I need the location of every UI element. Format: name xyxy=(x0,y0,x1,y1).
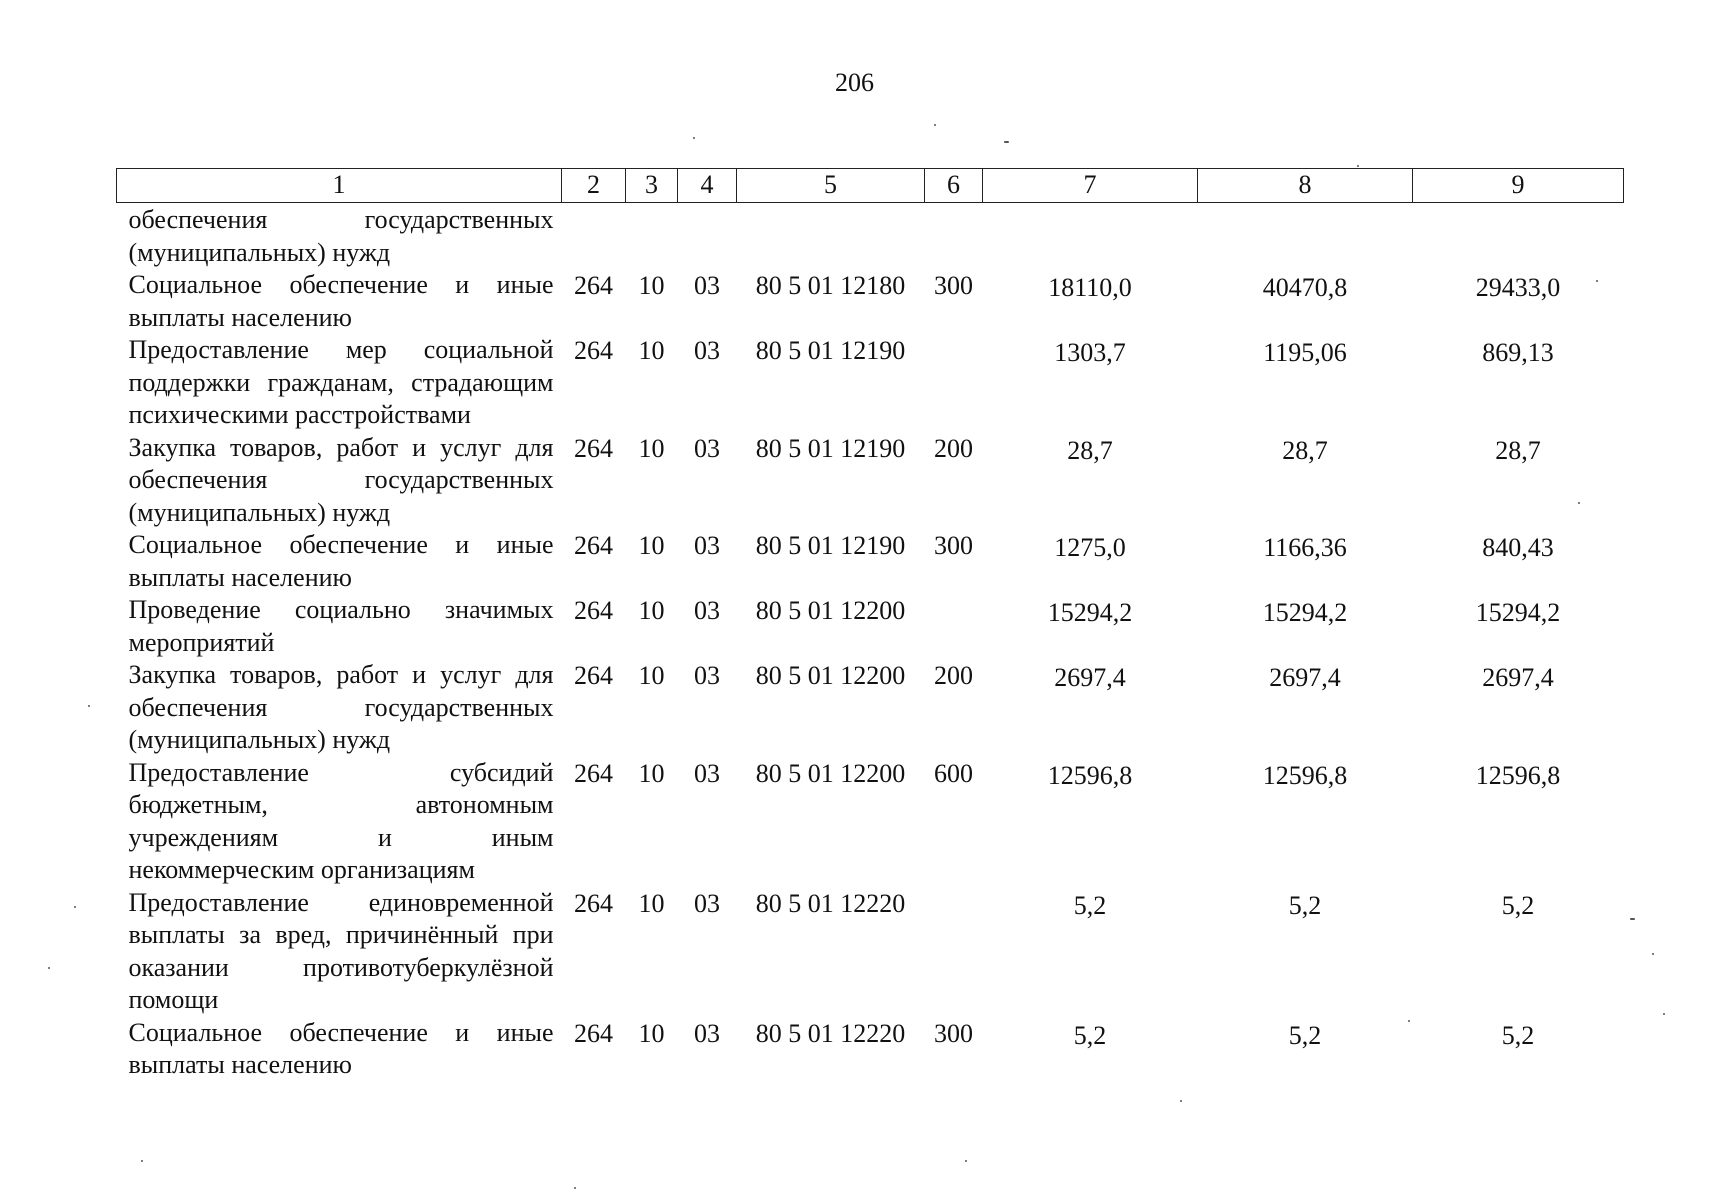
row-section-code: 10 xyxy=(638,596,665,625)
row-target-article: 80 5 01 12180 xyxy=(755,271,906,300)
row-expense-type xyxy=(925,203,983,270)
scan-speck xyxy=(934,124,936,126)
row-amount-col7: 1275,0 xyxy=(1054,533,1126,562)
row-amount-col8: 12596,8 xyxy=(1262,760,1348,790)
scan-speck xyxy=(965,1160,967,1162)
row-name: Социальное обеспечение и иные выплаты населению xyxy=(128,530,554,592)
row-section-code: 10 xyxy=(638,336,665,365)
scan-speck xyxy=(48,967,50,969)
row-amount-col7 xyxy=(983,203,1198,270)
row-amount-col8: 1195,06 xyxy=(1263,338,1347,367)
row-amount-col7: 5,2 xyxy=(1073,890,1107,920)
budget-table-container xyxy=(116,168,1623,1082)
row-amount-col8 xyxy=(1198,203,1413,270)
scan-speck xyxy=(88,705,90,707)
row-name: Предоставление единовременной выплаты за вред, причинённый при оказании противотуберкулёзной помощи xyxy=(128,887,554,1014)
row-amount-col9: 869,13 xyxy=(1482,338,1554,367)
scan-speck xyxy=(574,1187,576,1189)
row-ministry-code: 264 xyxy=(574,1018,613,1048)
scan-speck xyxy=(693,137,695,139)
header-col-6: 6 xyxy=(925,169,983,203)
scan-speck xyxy=(1408,1020,1410,1022)
row-target-article: 80 5 01 12220 xyxy=(755,888,906,918)
row-amount-col9: 5,2 xyxy=(1501,890,1535,920)
row-subsection-code: 03 xyxy=(694,661,720,690)
table-row xyxy=(117,203,1624,270)
row-ministry-code: 264 xyxy=(574,661,613,690)
row-amount-col8: 15294,2 xyxy=(1262,598,1348,627)
row-section-code: 10 xyxy=(638,271,665,300)
row-target-article: 80 5 01 12220 xyxy=(755,1018,906,1048)
row-amount-col8: 1166,36 xyxy=(1263,533,1347,562)
row-target-article: 80 5 01 12200 xyxy=(755,661,906,690)
row-ministry-code: 264 xyxy=(574,336,613,365)
scan-speck xyxy=(1652,953,1654,955)
table-row xyxy=(117,757,1624,887)
row-amount-col7: 18110,0 xyxy=(1048,273,1132,302)
scan-speck xyxy=(1578,502,1580,504)
scan-speck xyxy=(74,906,76,908)
row-subsection-code: 03 xyxy=(694,758,720,788)
row-section-code: 10 xyxy=(638,433,665,463)
row-ministry-code xyxy=(562,203,626,270)
header-col-4: 4 xyxy=(678,169,737,203)
table-row xyxy=(117,1017,1624,1082)
row-name: Проведение социально значимых мероприятий xyxy=(128,595,554,657)
row-amount-col7: 2697,4 xyxy=(1054,663,1126,692)
row-section-code: 10 xyxy=(638,888,665,918)
row-amount-col7: 28,7 xyxy=(1067,435,1113,465)
table-row xyxy=(117,432,1624,530)
table-row xyxy=(117,659,1624,757)
row-amount-col8: 5,2 xyxy=(1288,890,1322,920)
row-amount-col7: 15294,2 xyxy=(1047,598,1133,627)
table-row xyxy=(117,334,1624,432)
row-expense-type: 600 xyxy=(934,758,973,788)
row-expense-type xyxy=(925,334,983,432)
row-name: Предоставление субсидий бюджетным, автономным учреждениям и иным некоммерческим организациям xyxy=(128,757,554,884)
table-row xyxy=(117,594,1624,659)
row-ministry-code: 264 xyxy=(574,596,613,625)
row-expense-type: 300 xyxy=(934,1018,973,1048)
row-amount-col7: 5,2 xyxy=(1073,1020,1107,1050)
row-name: Предоставление мер социальной поддержки гражданам, страдающим психическими расстройствами xyxy=(128,335,554,429)
row-expense-type: 300 xyxy=(934,271,973,300)
scan-speck xyxy=(1180,1100,1182,1102)
row-section-code: 10 xyxy=(638,1018,665,1048)
row-amount-col8: 40470,8 xyxy=(1262,273,1348,302)
row-section-code: 10 xyxy=(638,661,665,690)
row-ministry-code: 264 xyxy=(574,888,613,918)
row-subsection-code: 03 xyxy=(694,271,720,300)
header-col-7: 7 xyxy=(983,169,1198,203)
row-ministry-code: 264 xyxy=(574,531,613,560)
row-name: Закупка товаров, работ и услуг для обеспечения государственных (муниципальных) нужд xyxy=(128,432,554,527)
scan-speck xyxy=(1004,141,1009,143)
column-number-header xyxy=(117,169,1624,203)
row-amount-col9: 29433,0 xyxy=(1475,273,1561,302)
row-amount-col9: 15294,2 xyxy=(1475,598,1561,627)
header-col-2: 2 xyxy=(562,169,626,203)
row-amount-col8: 2697,4 xyxy=(1269,663,1341,692)
header-col-3: 3 xyxy=(626,169,678,203)
row-subsection-code: 03 xyxy=(694,1018,720,1048)
row-amount-col9: 2697,4 xyxy=(1482,663,1554,692)
row-expense-type xyxy=(925,887,983,1017)
row-expense-type: 300 xyxy=(934,531,973,560)
row-amount-col9: 28,7 xyxy=(1495,435,1541,465)
header-col-8: 8 xyxy=(1198,169,1413,203)
row-target-article: 80 5 01 12190 xyxy=(755,531,906,560)
row-subsection-code: 03 xyxy=(694,888,720,918)
row-amount-col7: 12596,8 xyxy=(1047,760,1133,790)
row-target-article xyxy=(737,203,925,270)
row-section-code: 10 xyxy=(638,758,665,788)
row-subsection-code: 03 xyxy=(694,433,720,463)
scan-speck xyxy=(1663,1013,1665,1015)
row-name: Социальное обеспечение и иные выплаты населению xyxy=(128,270,554,332)
row-name: Закупка товаров, работ и услуг для обеспечения государственных (муниципальных) нужд xyxy=(128,660,554,754)
row-subsection-code: 03 xyxy=(694,596,720,625)
row-name: Социальное обеспечение и иные выплаты населению xyxy=(128,1017,554,1079)
row-target-article: 80 5 01 12200 xyxy=(755,758,906,788)
row-amount-col9: 12596,8 xyxy=(1475,760,1561,790)
header-col-5: 5 xyxy=(737,169,925,203)
page-number: 206 xyxy=(835,68,874,97)
row-target-article: 80 5 01 12190 xyxy=(755,433,906,463)
budget-table xyxy=(116,168,1624,1082)
row-amount-col8: 5,2 xyxy=(1288,1020,1322,1050)
scan-speck xyxy=(1596,280,1598,282)
row-target-article: 80 5 01 12190 xyxy=(755,336,906,365)
header-col-9: 9 xyxy=(1413,169,1624,203)
row-expense-type xyxy=(925,594,983,659)
row-subsection-code: 03 xyxy=(694,531,720,560)
row-amount-col9 xyxy=(1413,203,1624,270)
row-ministry-code: 264 xyxy=(574,433,613,463)
row-amount-col9: 840,43 xyxy=(1482,533,1554,562)
row-expense-type: 200 xyxy=(934,661,973,690)
table-row xyxy=(117,269,1624,334)
header-col-1: 1 xyxy=(117,169,562,203)
row-section-code: 10 xyxy=(638,531,665,560)
row-amount-col7: 1303,7 xyxy=(1054,338,1126,367)
row-subsection-code: 03 xyxy=(694,336,720,365)
row-ministry-code: 264 xyxy=(574,271,613,300)
row-target-article: 80 5 01 12200 xyxy=(755,596,906,625)
row-name: обеспечения государственных (муниципальных) нужд xyxy=(128,205,554,267)
scan-speck xyxy=(1630,918,1635,920)
row-ministry-code: 264 xyxy=(574,758,613,788)
row-section-code xyxy=(626,203,678,270)
row-amount-col8: 28,7 xyxy=(1282,435,1328,465)
table-row xyxy=(117,529,1624,594)
table-row xyxy=(117,887,1624,1017)
row-expense-type: 200 xyxy=(934,433,973,463)
row-subsection-code xyxy=(678,203,737,270)
row-amount-col9: 5,2 xyxy=(1501,1020,1535,1050)
scan-speck xyxy=(141,1160,143,1162)
scan-speck xyxy=(1357,165,1359,167)
